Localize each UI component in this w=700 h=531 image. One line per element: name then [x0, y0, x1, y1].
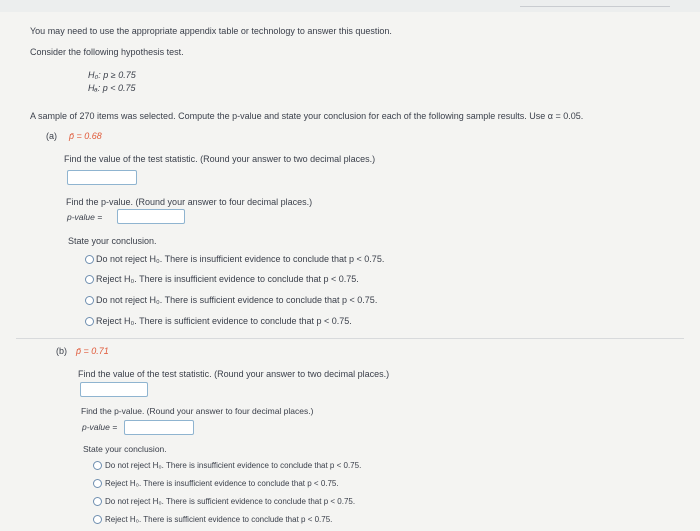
part-a-option-2[interactable]: Reject H₀. There is insufficient evidence to conclude that p < 0.75. [96, 274, 359, 284]
part-a-pvalue-input[interactable] [117, 209, 185, 224]
part-b-radio-2[interactable] [93, 479, 102, 488]
intro-text: You may need to use the appropriate appendix table or technology to answer this question. [30, 26, 392, 36]
part-a-phat: p̄ = 0.68 [69, 131, 102, 141]
instructions-text: A sample of 270 items was selected. Compute the p-value and state your conclusion for each of the following sample results. Use α = 0.05. [30, 111, 584, 121]
part-b-option-3[interactable]: Do not reject H₀. There is sufficient evidence to conclude that p < 0.75. [105, 497, 356, 506]
top-divider [520, 6, 670, 7]
part-b-option-1[interactable]: Do not reject H₀. There is insufficient evidence to conclude that p < 0.75. [105, 461, 362, 470]
part-b-radio-4[interactable] [93, 515, 102, 524]
part-a-test-stat-input[interactable] [67, 170, 137, 185]
section-divider [16, 338, 684, 339]
page-top-strip [0, 0, 700, 12]
part-b-pvalue-input[interactable] [124, 420, 194, 435]
consider-text: Consider the following hypothesis test. [30, 47, 184, 57]
part-a-label: (a) [46, 131, 57, 141]
part-b-radio-3[interactable] [93, 497, 102, 506]
part-a-radio-2[interactable] [85, 275, 94, 284]
part-a-radio-3[interactable] [85, 296, 94, 305]
part-a-pvalue-label: p-value = [67, 212, 103, 222]
part-a-option-4[interactable]: Reject H₀. There is sufficient evidence to conclude that p < 0.75. [96, 316, 352, 326]
part-b-option-2[interactable]: Reject H₀. There is insufficient evidence to conclude that p < 0.75. [105, 479, 339, 488]
part-a-option-1[interactable]: Do not reject H₀. There is insufficient evidence to conclude that p < 0.75. [96, 254, 385, 264]
part-b-pvalue-prompt: Find the p-value. (Round your answer to four decimal places.) [81, 406, 314, 416]
part-a-test-stat-prompt: Find the value of the test statistic. (Round your answer to two decimal places.) [64, 154, 376, 164]
part-a-radio-4[interactable] [85, 317, 94, 326]
null-hypothesis: H₀: p ≥ 0.75 [88, 70, 136, 80]
part-b-test-stat-prompt: Find the value of the test statistic. (Round your answer to two decimal places.) [78, 369, 390, 379]
part-a-radio-1[interactable] [85, 255, 94, 264]
alt-hypothesis: Hₐ: p < 0.75 [88, 83, 136, 93]
part-b-label: (b) [56, 346, 67, 356]
part-b-conclusion-prompt: State your conclusion. [83, 444, 167, 454]
part-a-option-3[interactable]: Do not reject H₀. There is sufficient evidence to conclude that p < 0.75. [96, 295, 378, 305]
part-b-option-4[interactable]: Reject H₀. There is sufficient evidence to conclude that p < 0.75. [105, 515, 333, 524]
part-a-conclusion-prompt: State your conclusion. [68, 236, 157, 246]
part-b-pvalue-label: p-value = [82, 422, 118, 432]
part-a-pvalue-prompt: Find the p-value. (Round your answer to four decimal places.) [66, 197, 313, 207]
part-b-test-stat-input[interactable] [80, 382, 148, 397]
part-b-phat: p̄ = 0.71 [76, 346, 109, 356]
part-b-radio-1[interactable] [93, 461, 102, 470]
